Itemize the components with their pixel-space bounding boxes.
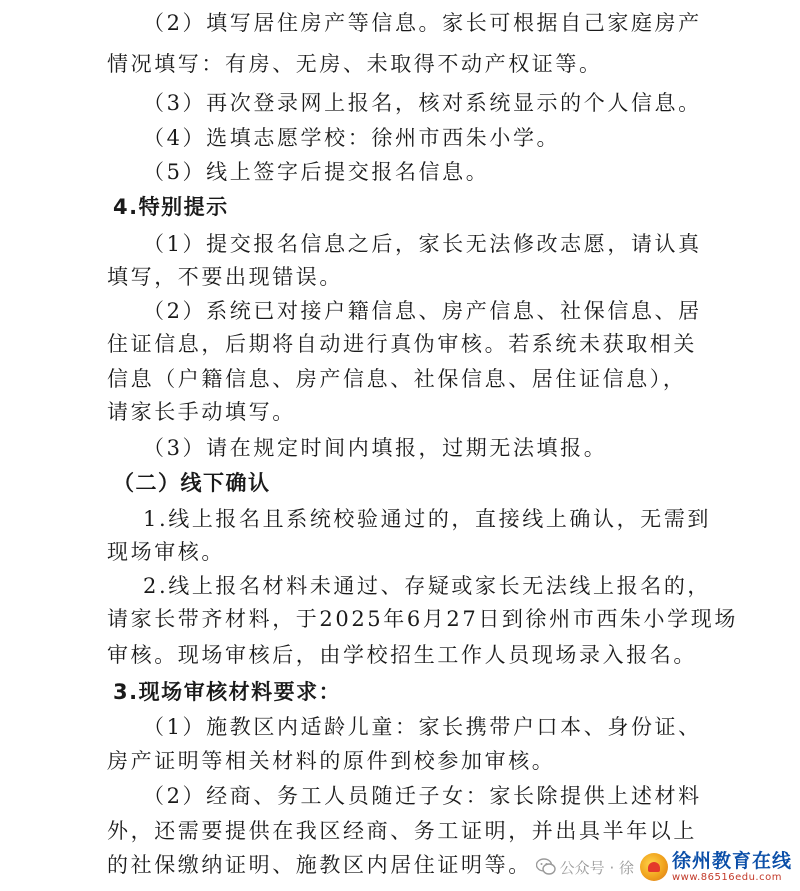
logo-url: www.86516edu.com	[671, 871, 782, 883]
text-line: 的社保缴纳证明、施教区内居住证明等。	[107, 853, 532, 877]
text-line: （1）施教区内适龄儿童：家长携带户口本、身份证、	[143, 715, 702, 739]
text-line: 2.线上报名材料未通过、存疑或家长无法线上报名的，	[143, 574, 712, 598]
text-line: （4）选填志愿学校：徐州市西朱小学。	[143, 126, 561, 150]
section-heading: 3.现场审核材料要求：	[113, 680, 342, 704]
wechat-account-label	[536, 857, 634, 878]
text-line: 情况填写：有房、无房、未取得不动产权证等。	[107, 52, 603, 76]
text-line: （1）提交报名信息之后，家长无法修改志愿，请认真	[143, 232, 702, 256]
watermark	[536, 847, 792, 887]
text-line: （2）系统已对接户籍信息、房产信息、社保信息、居	[143, 299, 702, 323]
text-line: 现场审核。	[107, 540, 225, 564]
text-line: （3）请在规定时间内填报，过期无法填报。	[143, 436, 608, 460]
text-line: （3）再次登录网上报名，核对系统显示的个人信息。	[143, 91, 702, 115]
text-line: （5）线上签字后提交报名信息。	[143, 160, 490, 184]
text-line: 外，还需要提供在我区经商、务工证明，并出具半年以上	[107, 819, 697, 843]
logo-name: 徐州教育在线	[671, 849, 792, 872]
section-heading: （二）线下确认	[113, 471, 271, 495]
text-line: 房产证明等相关材料的原件到校参加审核。	[107, 749, 556, 773]
text-line: 请家长手动填写。	[107, 400, 296, 424]
section-heading: 4.特别提示	[113, 195, 229, 219]
wechat-account-text: 公众号 · 徐	[559, 858, 634, 877]
text-line: 信息（户籍信息、房产信息、社保信息、居住证信息），	[107, 367, 687, 391]
text-line: 填写，不要出现错误。	[107, 265, 343, 289]
text-line: 1.线上报名且系统校验通过的，直接线上确认，无需到	[143, 507, 712, 531]
site-logo	[640, 849, 792, 883]
text-line: （2）经商、务工人员随迁子女：家长除提供上述材料	[143, 784, 702, 808]
text-line: 住证信息，后期将自动进行真伪审核。若系统未获取相关	[107, 332, 697, 356]
text-line: 请家长带齐材料，于2025年6月27日到徐州市西朱小学现场	[107, 607, 738, 631]
text-line: 审核。现场审核后，由学校招生工作人员现场录入报名。	[107, 643, 697, 667]
wechat-icon	[536, 858, 556, 876]
logo-badge-icon	[640, 853, 668, 881]
text-line: （2）填写居住房产等信息。家长可根据自己家庭房产	[143, 11, 702, 35]
